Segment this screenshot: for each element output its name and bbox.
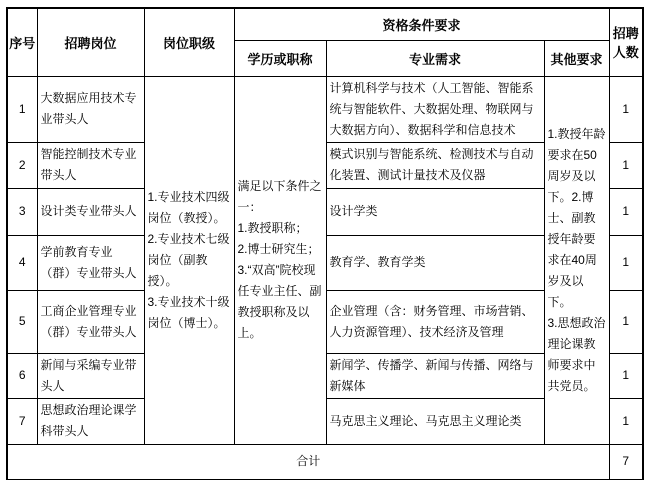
row-count: 1 <box>609 398 643 444</box>
col-header-position: 招聘岗位 <box>37 8 144 76</box>
education-item: 3.“双高”院校现任专业主任、副教授职称及以上。 <box>237 263 322 340</box>
row-count: 1 <box>609 76 643 142</box>
table-row <box>7 76 643 142</box>
col-header-education: 学历或职称 <box>234 40 326 76</box>
education-item: 2.博士研究生； <box>237 242 320 256</box>
education-intro: 满足以下条件之一： <box>237 179 322 214</box>
row-major: 新闻学、传播学、新闻与传播、网络与新媒体 <box>326 353 544 398</box>
row-position: 设计类专业带头人 <box>37 188 144 235</box>
row-major: 设计学类 <box>326 188 544 235</box>
row-no: 5 <box>7 290 37 353</box>
rank-merged-cell <box>144 76 234 444</box>
row-count: 1 <box>609 353 643 398</box>
row-no: 1 <box>7 76 37 142</box>
row-no: 4 <box>7 235 37 290</box>
col-header-other: 其他要求 <box>544 40 609 76</box>
row-count: 1 <box>609 290 643 353</box>
row-position: 工商企业管理专业（群）专业带头人 <box>37 290 144 353</box>
other-requirements-merged-cell <box>544 76 609 444</box>
row-count: 1 <box>609 188 643 235</box>
col-header-qualification-group: 资格条件要求 <box>234 8 609 40</box>
row-position: 智能控制技术专业带头人 <box>37 142 144 188</box>
education-item: 1.教授职称； <box>237 221 308 235</box>
col-header-no: 序号 <box>7 8 37 76</box>
row-no: 3 <box>7 188 37 235</box>
col-header-major: 专业需求 <box>326 40 544 76</box>
row-no: 6 <box>7 353 37 398</box>
row-major: 教育学、教育学类 <box>326 235 544 290</box>
row-position: 学前教育专业（群）专业带头人 <box>37 235 144 290</box>
col-header-count: 招聘人数 <box>609 8 643 76</box>
row-position: 大数据应用技术专业带头人 <box>37 76 144 142</box>
row-count: 1 <box>609 142 643 188</box>
row-no: 7 <box>7 398 37 444</box>
rank-item: 3.专业技术十级岗位（博士）。 <box>147 294 230 330</box>
total-label: 合计 <box>7 444 609 480</box>
total-row <box>7 444 643 480</box>
col-header-rank: 岗位职级 <box>144 8 234 76</box>
total-count: 7 <box>609 444 643 480</box>
other-requirements-paragraph: 3.思想政治理论课教师要求中共党员。 <box>547 315 606 393</box>
row-major: 计算机科学与技术（人工智能、智能系统与智能软件、大数据处理、物联网与大数据方向）、数据科学和信息技术 <box>326 76 544 142</box>
education-merged-cell <box>234 76 326 444</box>
other-requirements-paragraph: 1.教授年龄要求在50周岁及以下。2.博士、副教授年龄要求在40周岁及以下。 <box>547 126 606 309</box>
row-major: 马克思主义理论、马克思主义理论类 <box>326 398 544 444</box>
row-position: 新闻与采编专业带头人 <box>37 353 144 398</box>
recruitment-table <box>6 7 644 480</box>
row-position: 思想政治理论课学科带头人 <box>37 398 144 444</box>
rank-item: 1.专业技术四级岗位（教授）。 <box>147 189 230 225</box>
rank-item: 2.专业技术七级岗位（副教授）。 <box>147 231 230 288</box>
row-no: 2 <box>7 142 37 188</box>
row-major: 模式识别与智能系统、检测技术与自动化装置、测试计量技术及仪器 <box>326 142 544 188</box>
row-major: 企业管理（含：财务管理、市场营销、人力资源管理）、技术经济及管理 <box>326 290 544 353</box>
row-count: 1 <box>609 235 643 290</box>
